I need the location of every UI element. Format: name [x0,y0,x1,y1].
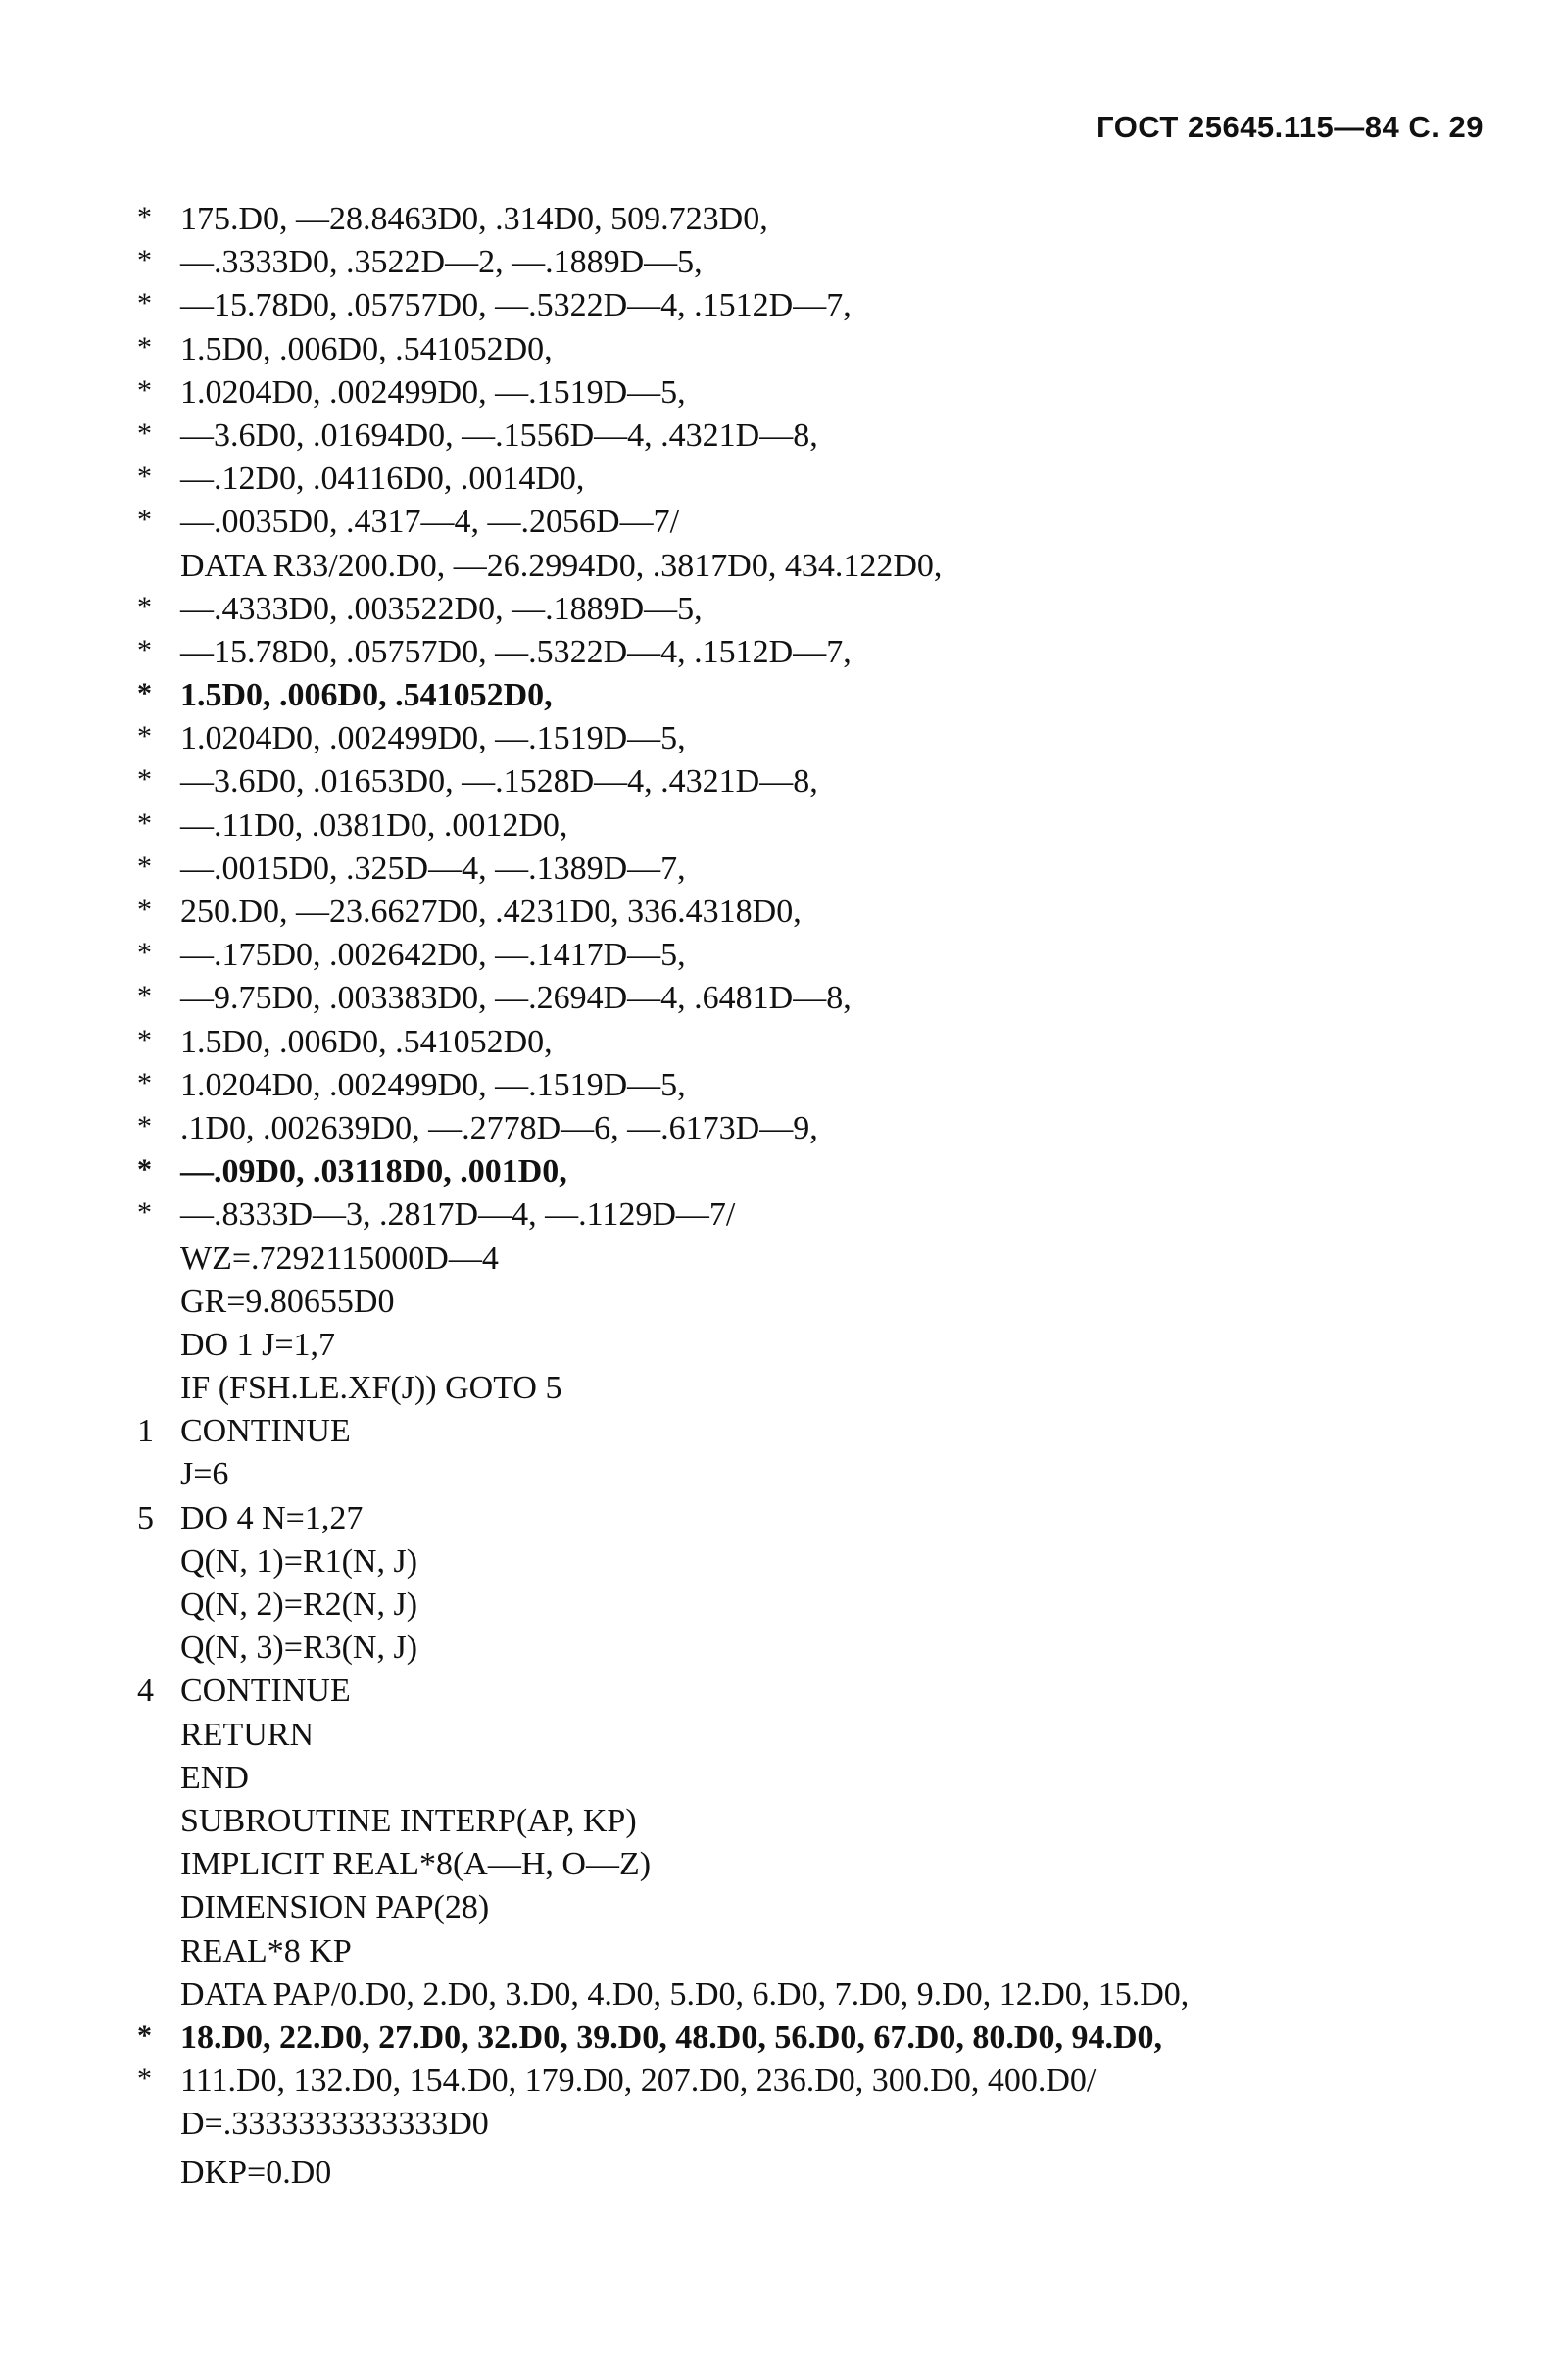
code-text: .1D0, .002639D0, —.2778D—6, —.6173D—9, [180,1109,818,1146]
continuation-mark: * [137,287,152,320]
continuation-mark: * [137,850,152,883]
code-text: 1.5D0, .006D0, .541052D0, [180,677,553,714]
code-line [137,804,1489,848]
continuation-mark: * [137,2018,152,2052]
statement-label: 4 [137,1673,154,1710]
code-text: D=.3333333333333D0 [180,2106,489,2143]
page-header: ГОСТ 25645.115—84 С. 29 [1097,110,1484,144]
code-line [137,1150,1489,1193]
continuation-mark: * [137,2063,152,2096]
continuation-mark: * [137,980,152,1013]
code-line [137,891,1489,934]
code-line [137,588,1489,631]
code-line [137,2016,1489,2060]
code-text: REAL*8 KP [180,1932,352,1969]
code-line [137,1670,1489,1713]
code-line [137,2152,1489,2195]
continuation-mark: * [137,806,152,840]
code-line [137,674,1489,717]
code-text: 175.D0, —28.8463D0, .314D0, 509.723D0, [180,201,768,237]
code-text: DATA R33/200.D0, —26.2994D0, .3817D0, 434.122D0, [180,547,943,584]
code-line [137,1281,1489,1324]
continuation-mark: * [137,330,152,364]
code-line [137,2060,1489,2103]
code-text: RETURN [180,1716,314,1753]
code-line [137,1714,1489,1757]
code-line [137,977,1489,1020]
continuation-mark: * [137,677,152,710]
continuation-mark: * [137,1153,152,1187]
code-text: —.09D0, .03118D0, .001D0, [180,1153,567,1190]
continuation-mark: * [137,590,152,623]
continuation-mark: * [137,1109,152,1142]
code-line [137,1324,1489,1367]
code-line [137,934,1489,977]
code-line [137,1193,1489,1237]
continuation-mark: * [137,244,152,277]
code-line [137,458,1489,501]
code-line [137,284,1489,327]
code-line [137,1800,1489,1843]
code-text: DO 4 N=1,27 [180,1499,364,1536]
code-text: DIMENSION PAP(28) [180,1889,490,1926]
continuation-mark: * [137,1023,152,1056]
continuation-mark: * [137,373,152,407]
code-text: DKP=0.D0 [180,2155,332,2192]
code-line [137,1540,1489,1583]
code-text: —15.78D0, .05757D0, —.5322D—4, .1512D—7, [180,633,852,670]
code-text: —.8333D—3, .2817D—4, —.1129D—7/ [180,1196,736,1234]
code-text: DO 1 J=1,7 [180,1326,336,1363]
code-line [137,198,1489,241]
code-line [137,1583,1489,1627]
code-text: Q(N, 1)=R1(N, J) [180,1542,418,1579]
code-line [137,545,1489,588]
code-line [137,760,1489,803]
code-text: —9.75D0, .003383D0, —.2694D—4, .6481D—8, [180,980,852,1017]
code-line [137,1238,1489,1281]
code-line [137,1497,1489,1540]
code-line [137,371,1489,414]
code-text: —.0015D0, .325D—4, —.1389D—7, [180,850,686,887]
continuation-mark: * [137,416,152,450]
code-text: 111.D0, 132.D0, 154.D0, 179.D0, 207.D0, 236.D0, 300.D0, 400.D0/ [180,2063,1097,2100]
code-line [137,1453,1489,1496]
code-line [137,501,1489,544]
code-line [137,1410,1489,1453]
code-text: 1.5D0, .006D0, .541052D0, [180,330,553,367]
continuation-mark: * [137,633,152,666]
code-text: GR=9.80655D0 [180,1283,395,1320]
code-line [137,1064,1489,1107]
code-text: 1.0204D0, .002499D0, —.1519D—5, [180,373,686,411]
code-text: —3.6D0, .01653D0, —.1528D—4, .4321D—8, [180,763,818,801]
code-line [137,717,1489,760]
statement-label: 5 [137,1499,154,1536]
code-text: —3.6D0, .01694D0, —.1556D—4, .4321D—8, [180,416,818,454]
code-line [137,1107,1489,1150]
code-text: —.3333D0, .3522D—2, —.1889D—5, [180,244,703,281]
continuation-mark: * [137,461,152,494]
continuation-mark: * [137,1196,152,1230]
code-line [137,1843,1489,1886]
continuation-mark: * [137,894,152,926]
code-text: —.175D0, .002642D0, —.1417D—5, [180,937,686,974]
code-text: IMPLICIT REAL*8(A—H, O—Z) [180,1846,652,1883]
code-text: WZ=.7292115000D—4 [180,1239,499,1277]
code-text: END [180,1759,249,1796]
code-line [137,1930,1489,1973]
code-text: Q(N, 2)=R2(N, J) [180,1586,418,1623]
code-text: 1.0204D0, .002499D0, —.1519D—5, [180,720,686,757]
code-line [137,328,1489,371]
code-line [137,2103,1489,2146]
code-text: CONTINUE [180,1413,351,1450]
code-text: 1.0204D0, .002499D0, —.1519D—5, [180,1066,686,1103]
code-listing [137,198,1489,2196]
code-text: J=6 [180,1456,229,1493]
continuation-mark: * [137,201,152,233]
code-line [137,1757,1489,1800]
code-text: Q(N, 3)=R3(N, J) [180,1629,418,1667]
code-line [137,1627,1489,1670]
code-text: —.12D0, .04116D0, .0014D0, [180,461,585,498]
code-line [137,1973,1489,2016]
code-text: —15.78D0, .05757D0, —.5322D—4, .1512D—7, [180,287,852,324]
code-text: —.4333D0, .003522D0, —.1889D—5, [180,590,703,627]
code-text: —.11D0, .0381D0, .0012D0, [180,806,568,844]
code-line [137,414,1489,458]
code-line [137,1886,1489,1929]
code-line [137,631,1489,674]
continuation-mark: * [137,504,152,537]
code-text: —.0035D0, .4317—4, —.2056D—7/ [180,504,680,541]
code-text: 250.D0, —23.6627D0, .4231D0, 336.4318D0, [180,894,802,930]
continuation-mark: * [137,1066,152,1099]
code-text: SUBROUTINE INTERP(AP, KP) [180,1802,637,1839]
code-text: CONTINUE [180,1673,351,1710]
code-text: DATA PAP/0.D0, 2.D0, 3.D0, 4.D0, 5.D0, 6.D0, 7.D0, 9.D0, 12.D0, 15.D0, [180,1975,1190,2013]
code-text: 1.5D0, .006D0, .541052D0, [180,1023,553,1060]
code-line [137,241,1489,284]
continuation-mark: * [137,720,152,753]
code-line [137,1367,1489,1410]
code-text: IF (FSH.LE.XF(J)) GOTO 5 [180,1370,562,1407]
code-text: 18.D0, 22.D0, 27.D0, 32.D0, 39.D0, 48.D0, 56.D0, 67.D0, 80.D0, 94.D0, [180,2018,1163,2056]
continuation-mark: * [137,763,152,797]
statement-label: 1 [137,1413,154,1450]
code-line [137,1021,1489,1064]
continuation-mark: * [137,937,152,970]
code-line [137,848,1489,891]
